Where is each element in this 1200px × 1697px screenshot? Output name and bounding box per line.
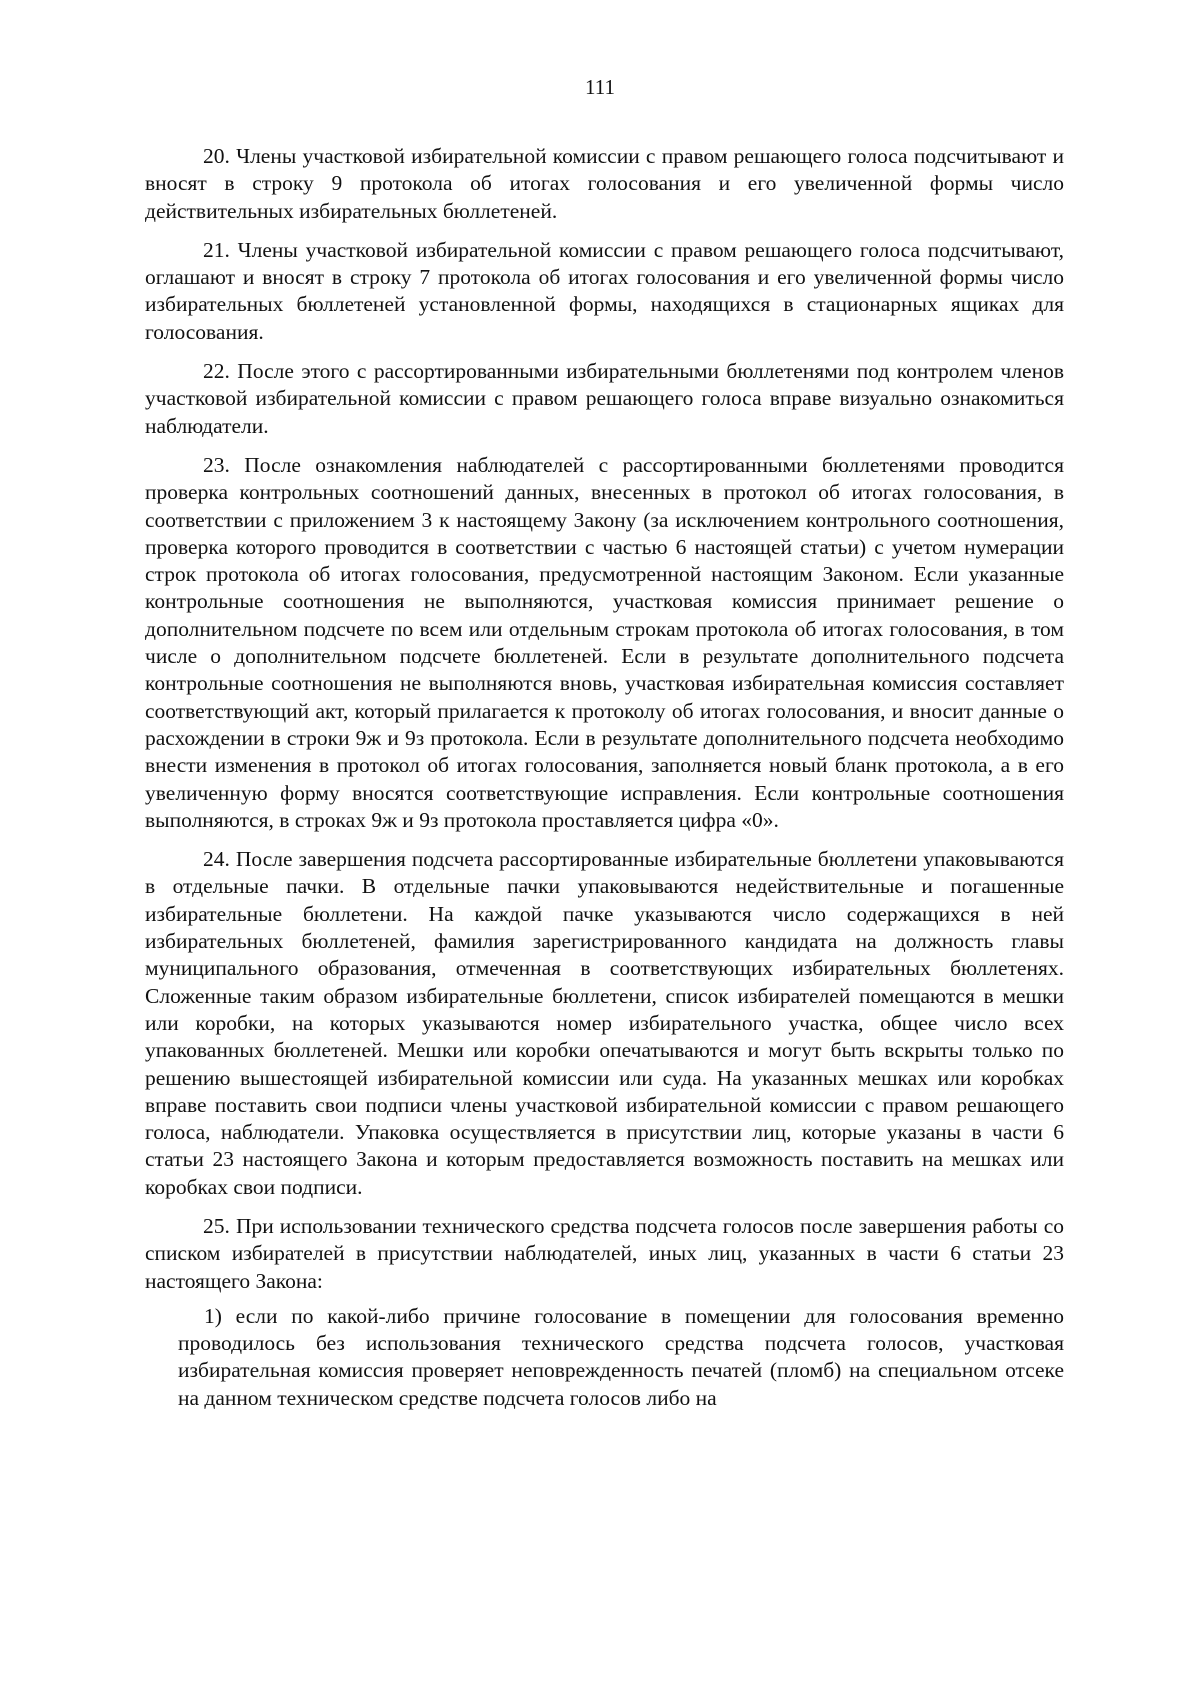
- subitem-1: 1) если по какой-либо причине голосование в помещении для голосования временно проводилось без использования технического средства подсчета голосов, участковая избирательная комиссия проверяет неповрежденность печатей (пломб) на специальном отсеке на данном техническом средстве подсчета голосов либо на: [178, 1303, 1064, 1410]
- paragraph-22: 22. После этого с рассортированными избирательными бюллетенями под контролем членов участковой избирательной комиссии с правом решающего голоса вправе визуально ознакомиться наблюдатели.: [145, 359, 1064, 438]
- paragraph-25: 25. При использовании технического средства подсчета голосов после завершения работы со списком избирателей в присутствии наблюдателей, иных лиц, указанных в части 6 статьи 23 настоящего Закона:: [145, 1213, 1064, 1293]
- paragraph-23: 23. После ознакомления наблюдателей с рассортированными бюллетенями проводится проверка контрольных соотношений данных, внесенных в протокол об итогах голосования, в соответствии с приложением 3 к настоящему Закону (за исключением контрольного соотношения, проверка которого проводится в соответствии с частью 6 настоящей статьи) с учетом нумерации строк протокола об итогах голосования, предусмотренной настоящим Законом. Если указанные контрольные соотношения не выполняются, участковая комиссия принимает решение о дополнительном подсчете по всем или отдельным строкам протокола об итогах голосования, в том числе о дополнительном подсчете бюллетеней. Если в результате дополнительного подсчета контрольные соотношения не выполняются вновь, участковая избирательная комиссия составляет соответствующий акт, который прилагается к протоколу об итогах голосования, и вносит данные о расхождении в строки 9ж и 9з протокола. Если в результате дополнительного подсчета необходимо внести изменения в протокол об итогах голосования, заполняется новый бланк протокола, а в его увеличенную форму вносятся соответствующие исправления. Если контрольные соотношения выполняются, в строках 9ж и 9з протокола проставляется цифра «0».: [145, 452, 1064, 832]
- paragraph-21: 21. Члены участковой избирательной комиссии с правом решающего голоса подсчитывают, оглашают и вносят в строку 7 протокола об итогах голосования и его увеличенной формы число избирательных бюллетеней установленной формы, находящихся в стационарных ящиках для голосования.: [145, 237, 1064, 344]
- page-number: 111: [585, 75, 615, 99]
- document-body: [145, 143, 1064, 1412]
- paragraph-24: 24. После завершения подсчета рассортированные избирательные бюллетени упаковываются в отдельные пачки. В отдельные пачки упаковываются недействительные и погашенные избирательные бюллетени. На каждой пачке указываются число содержащихся в ней избирательных бюллетеней, фамилия зарегистрированного кандидата на должность главы муниципального образования, отмеченная в соответствующих избирательных бюллетенях. Сложенные таким образом избирательные бюллетени, список избирателей помещаются в мешки или коробки, на которых указываются номер избирательного участка, общее число всех упакованных бюллетеней. Мешки или коробки опечатываются и могут быть вскрыты только по решению вышестоящей избирательной комиссии или суда. На указанных мешках или коробках вправе поставить свои подписи члены участковой избирательной комиссии с правом решающего голоса, наблюдатели. Упаковка осуществляется в присутствии лиц, которые указаны в части 6 статьи 23 настоящего Закона и которым предоставляется возможность поставить на мешках или коробках свои подписи.: [145, 847, 1064, 1199]
- paragraph-20: 20. Члены участковой избирательной комиссии с правом решающего голоса подсчитывают и вносят в строку 9 протокола об итогах голосования и его увеличенной формы число действительных избирательных бюллетеней.: [145, 144, 1064, 223]
